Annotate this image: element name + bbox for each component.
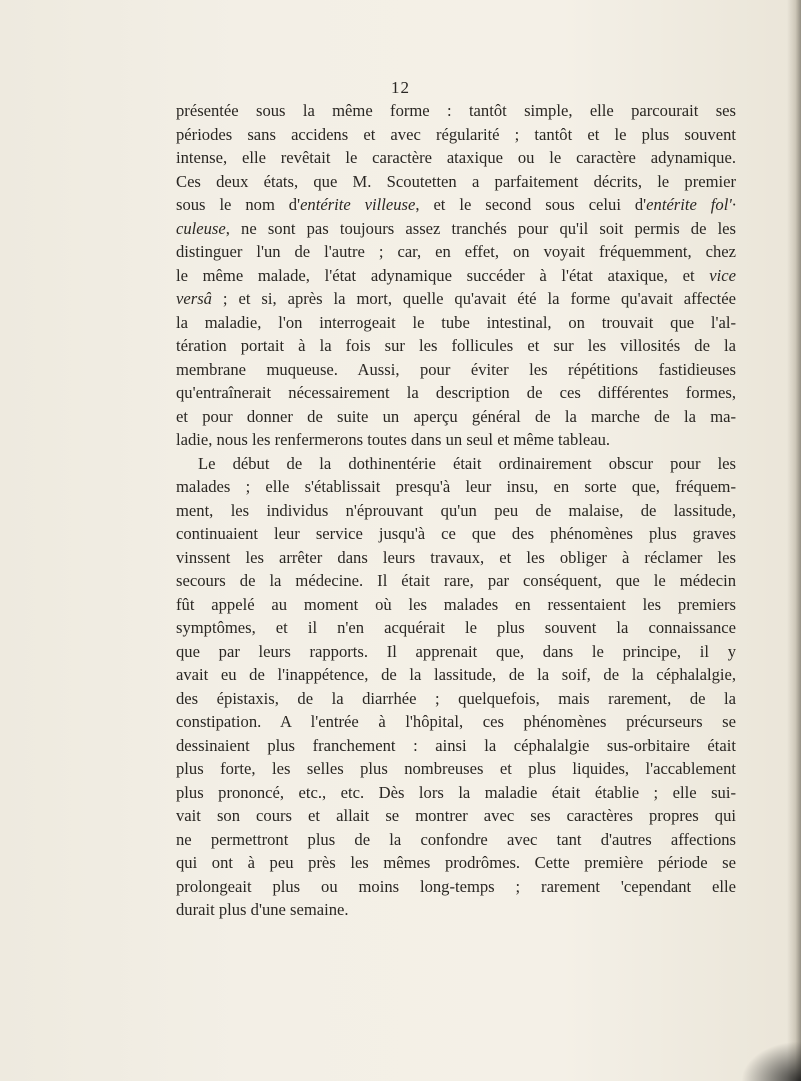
text-line: ment, les individus n'éprouvant qu'un peu de malaise, de lassitude, xyxy=(176,500,736,520)
text-line: distinguer l'un de l'autre ; car, en effet, on voyait fréquemment, chez xyxy=(176,242,736,261)
text-line: vinssent les arrêter dans leurs travaux, et les obliger à réclamer les xyxy=(176,547,736,567)
italic-term: culeuse xyxy=(176,218,226,238)
italic-term: entérite fol'· xyxy=(646,195,736,214)
text-run: , et le second sous celui d' xyxy=(415,195,647,214)
text-line: que par leurs rapports. Il apprenait que, dans le principe, il y xyxy=(176,641,736,661)
text-line: plus prononcé, etc., etc. Dès lors la maladie était établie ; elle sui- xyxy=(176,782,736,802)
text-run: ; et si, après la mort, quelle qu'avait été la forme qu'avait affectée xyxy=(211,289,736,308)
italic-term: entérite villeuse xyxy=(300,195,416,214)
text-line: ne permettront plus de la confondre avec tant d'autres affections xyxy=(176,829,736,849)
text-line: constipation. A l'entrée à l'hôpital, ces phénomènes précurseurs se xyxy=(176,712,736,731)
text-line: Ces deux états, que M. Scoutetten a parfaitement décrits, le premier xyxy=(176,171,736,191)
text-line: intense, elle revêtait le caractère ataxique ou le caractère adynamique. xyxy=(176,148,736,167)
text-line: Le début de la dothinentérie était ordinairement obscur pour les xyxy=(198,453,736,473)
text-line: plus forte, les selles plus nombreuses et plus liquides, l'accablement xyxy=(176,759,736,778)
italic-term: vice xyxy=(709,265,736,285)
text-run: le même malade, l'état adynamique succéder à l'état ataxique, et xyxy=(176,265,710,285)
text-line: fût appelé au moment où les malades en ressentaient les premiers xyxy=(176,594,736,614)
text-line: malades ; elle s'établissait presqu'à leur insu, en sorte que, fréquem- xyxy=(176,477,736,496)
text-line: qu'entraînerait nécessairement la description de ces différentes formes, xyxy=(176,383,736,402)
text-line: secours de la médecine. Il était rare, par conséquent, que le médecin xyxy=(176,571,736,590)
text-line: prolongeait plus ou moins long-temps ; rarement 'cependant elle xyxy=(176,876,736,896)
text-line xyxy=(176,193,736,217)
text-line xyxy=(176,264,736,288)
text-line: tération portait à la fois sur les follicules et sur les villosités de la xyxy=(176,336,736,355)
text-line: présentée sous la même forme : tantôt simple, elle parcourait ses xyxy=(176,101,736,120)
text-line: périodes sans accidens et avec régularité ; tantôt et le plus souvent xyxy=(176,124,736,144)
text-line: qui ont à peu près les mêmes prodrômes. Cette première période se xyxy=(176,853,736,872)
page-number: 12 xyxy=(391,78,410,97)
text-line: la maladie, l'on interrogeait le tube intestinal, on trouvait que l'al- xyxy=(176,312,736,332)
text-line: symptômes, et il n'en acquérait le plus souvent la connaissance xyxy=(176,618,736,637)
text-line: continuaient leur service jusqu'à ce que des phénomènes plus graves xyxy=(176,524,736,543)
text-run: sous le nom d' xyxy=(176,195,301,214)
text-line: durait plus d'une semaine. xyxy=(176,900,349,919)
text-line: ladie, nous les renfermerons toutes dans un seul et même tableau. xyxy=(176,430,611,449)
text-line xyxy=(176,217,736,241)
body-text xyxy=(176,99,736,922)
text-line: membrane muqueuse. Aussi, pour éviter les répétitions fastidieuses xyxy=(176,359,736,379)
italic-term: versâ xyxy=(176,289,212,308)
text-line: et pour donner de suite un aperçu général de la marche de la ma- xyxy=(176,406,736,426)
text-line xyxy=(176,287,736,311)
text-line: des épistaxis, de la diarrhée ; quelquefois, mais rarement, de la xyxy=(176,688,736,708)
text-line: avait eu de l'inappétence, de la lassitude, de la soif, de la céphalalgie, xyxy=(176,665,736,684)
text-line: vait son cours et allait se montrer avec ses caractères propres qui xyxy=(176,806,736,825)
text-line: dessinaient plus franchement : ainsi la céphalalgie sus-orbitaire était xyxy=(176,735,736,755)
page-edge-shadow xyxy=(787,0,801,1081)
text-run: , ne sont pas toujours assez tranchés pour qu'il soit permis de les xyxy=(225,218,736,238)
corner-shadow xyxy=(741,1041,801,1081)
